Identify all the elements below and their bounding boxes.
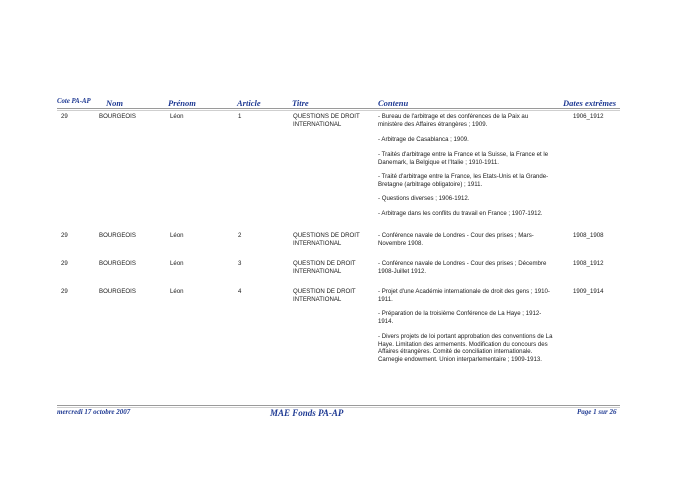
- cell-prenom: Léon: [170, 113, 184, 120]
- cell-contenu: [378, 195, 554, 203]
- contenu-paragraph: - Divers projets de loi portant approbation des conventions de La Haye. Limitation des armements. Modification du concours des Affaires étrangères. Comité de conciliation internationale. Carnegie endowment. Union interparlementaire ; 1909-1913.: [378, 333, 553, 363]
- cell-titre-line2: INTERNATIONAL: [293, 120, 342, 128]
- contenu-paragraph: - Bureau de l'arbitrage et des conférences de la Paix au ministère des Affaires étrangères ; 1909.: [378, 113, 529, 128]
- contenu-paragraph: - Préparation de la troisième Conférence de La Haye ; 1912-1914.: [378, 310, 542, 325]
- cell-titre-line2: INTERNATIONAL: [293, 239, 342, 247]
- header-cote: Cote PA-AP: [57, 98, 91, 105]
- contenu-paragraph: - Conférence navale de Londres - Cour des prises ; Mars-Novembre 1908.: [378, 232, 534, 247]
- cell-titre-line1: QUESTION DE DROIT: [293, 260, 356, 267]
- contenu-paragraph: - Arbitrage dans les conflits du travail en France ; 1907-1912.: [378, 210, 543, 217]
- cell-dates: 1909_1914: [573, 288, 604, 295]
- cell-cote: 29: [61, 288, 68, 295]
- cell-prenom: Léon: [170, 260, 184, 267]
- cell-prenom: Léon: [170, 288, 184, 295]
- footer-date: mercredi 17 octobre 2007: [57, 408, 131, 416]
- header-nom: Nom: [106, 98, 123, 108]
- contenu-paragraph: - Traité d'arbitrage entre la France, les Etats-Unis et la Grande-Bretagne (arbitrage obligatoire) ; 1911.: [378, 173, 549, 188]
- cell-contenu: [378, 136, 554, 144]
- cell-contenu: [378, 232, 554, 247]
- cell-article: 4: [238, 288, 242, 295]
- cell-nom: BOURGEOIS: [99, 232, 136, 239]
- header-titre: Titre: [292, 98, 309, 108]
- cell-contenu: [378, 173, 554, 188]
- contenu-paragraph: - Conférence navale de Londres - Cour des prises ; Décembre 1908-Juillet 1912.: [378, 260, 547, 275]
- cell-contenu: [378, 151, 554, 166]
- footer-page-number: Page 1 sur 26: [577, 408, 617, 416]
- cell-nom: BOURGEOIS: [99, 260, 136, 267]
- cell-article: 1: [238, 113, 242, 120]
- cell-dates: 1906_1912: [573, 113, 604, 120]
- header-dates: Dates extrêmes: [563, 98, 617, 108]
- header-article: Article: [237, 98, 261, 108]
- cell-titre-line1: QUESTIONS DE DROIT: [293, 232, 360, 239]
- cell-contenu: [378, 310, 554, 325]
- cell-contenu: [378, 333, 554, 363]
- cell-cote: 29: [61, 113, 68, 120]
- cell-article: 2: [238, 232, 242, 239]
- cell-titre-line1: QUESTIONS DE DROIT: [293, 113, 360, 120]
- cell-contenu: [378, 288, 554, 303]
- cell-cote: 29: [61, 232, 68, 239]
- contenu-paragraph: - Traités d'arbitrage entre la France et la Suisse, la France et le Danemark, la Belgique et l'Italie ; 1910-1911.: [378, 151, 549, 166]
- contenu-paragraph: - Questions diverses ; 1906-1912.: [378, 195, 470, 202]
- cell-cote: 29: [61, 260, 68, 267]
- contenu-paragraph: - Arbitrage de Casablanca ; 1909.: [378, 136, 469, 143]
- cell-nom: BOURGEOIS: [99, 113, 136, 120]
- cell-contenu: [378, 210, 554, 218]
- cell-titre-line1: QUESTION DE DROIT: [293, 288, 356, 295]
- cell-dates: 1908_1912: [573, 260, 604, 267]
- footer-rule-secondary: [57, 407, 620, 408]
- cell-contenu: [378, 113, 554, 128]
- cell-dates: 1908_1908: [573, 232, 604, 239]
- cell-prenom: Léon: [170, 232, 184, 239]
- cell-titre-line2: INTERNATIONAL: [293, 295, 342, 303]
- cell-contenu: [378, 260, 554, 275]
- cell-article: 3: [238, 260, 242, 267]
- cell-titre-line2: INTERNATIONAL: [293, 267, 342, 275]
- header-rule-secondary: [57, 110, 620, 111]
- header-prenom: Prénom: [168, 98, 196, 108]
- contenu-paragraph: - Projet d'une Académie internationale de droit des gens ; 1910-1911.: [378, 288, 550, 303]
- cell-nom: BOURGEOIS: [99, 288, 136, 295]
- footer-title: MAE Fonds PA-AP: [270, 408, 344, 418]
- header-contenu: Contenu: [378, 98, 409, 108]
